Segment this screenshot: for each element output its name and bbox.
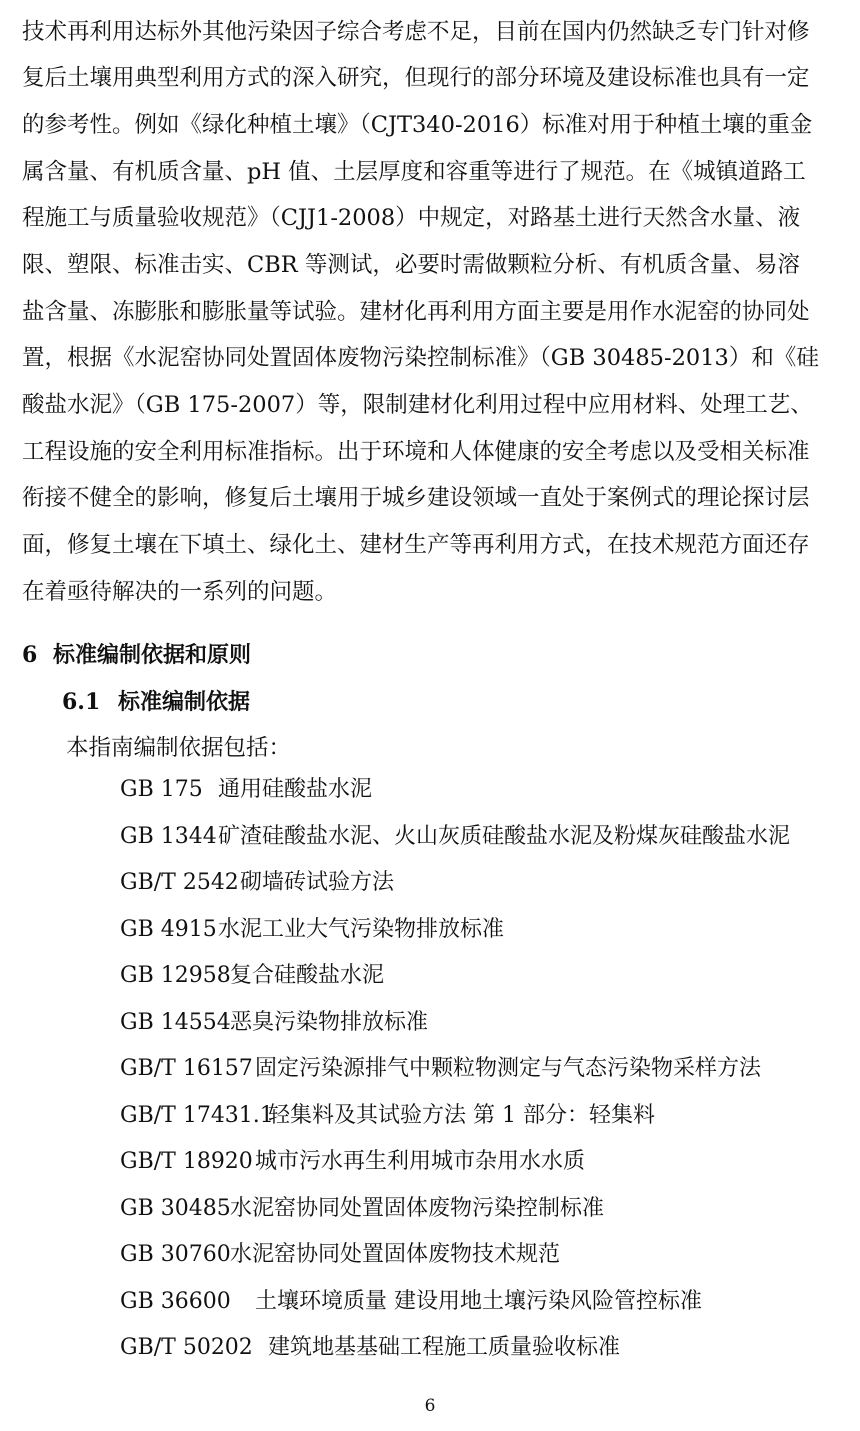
standard-code: GB/T 2542 [120,870,239,895]
standard-code: GB 30485 [120,1195,231,1221]
standard-title: 水泥窑协同处置固体废物污染控制标准 [230,1195,605,1221]
section-title: 标准编制依据和原则 [52,642,251,668]
section-heading [22,640,251,670]
subsection-title: 标准编制依据 [117,689,250,715]
subsection-number: 6.1 [62,689,101,715]
standards-list [120,775,790,1380]
standard-title: 水泥窑协同处置固体废物技术规范 [230,1242,561,1267]
standard-title: 通用硅酸盐水泥 [218,777,373,802]
standard-code: GB 14554 [120,1009,231,1035]
standard-title: 水泥工业大气污染物排放标准 [218,916,505,942]
standard-code: GB/T 16157 [120,1056,253,1081]
page-number: 6 [424,1396,436,1416]
standard-code: GB 30760 [120,1242,231,1267]
standard-title: 建筑地基基础工程施工质量验收标准 [268,1335,621,1360]
list-item [120,961,790,1008]
standard-code: GB/T 50202 [120,1335,253,1360]
standard-code: GB 36600 [120,1288,231,1314]
list-item [120,1054,790,1101]
standard-code: GB/T 18920 [120,1149,253,1174]
paragraph-line: 面，修复土壤在下填土、绿化土、建材生产等再利用方式，在技术规范方面还存 [22,532,810,558]
list-item [120,1101,790,1148]
standard-title: 恶臭污染物排放标准 [230,1009,429,1035]
paragraph-line: 的参考性。例如《绿化种植土壤》（CJT340-2016）标准对用于种植土壤的重金 [22,112,813,138]
list-item [120,1333,790,1380]
standard-code: GB 1344 [120,823,217,849]
standard-title: 复合硅酸盐水泥 [230,963,385,988]
standard-code: GB 12958 [120,963,231,988]
paragraph-line: 在着亟待解决的一系列的问题。 [22,579,338,605]
paragraph-line: 复后土壤用典型利用方式的深入研究，但现行的部分环境及建设标准也具有一定 [22,65,810,91]
paragraph-line: 衔接不健全的影响，修复后土壤用于城乡建设领域一直处于案例式的理论探讨层 [22,485,810,511]
list-item [120,1194,790,1241]
list-item [120,1147,790,1194]
paragraph-line: 程施工与质量验收规范》（CJJ1-2008）中规定，对路基土进行天然含水量、液 [22,205,801,231]
list-item [120,822,790,869]
intro-text: 本指南编制依据包括： [66,735,292,761]
list-item [120,1287,790,1334]
list-item [120,1240,790,1287]
list-item [120,868,790,915]
standard-title: 矿渣硅酸盐水泥、火山灰质硅酸盐水泥及粉煤灰硅酸盐水泥 [218,823,791,849]
standard-title: 固定污染源排气中颗粒物测定与气态污染物采样方法 [255,1056,762,1081]
paragraph-line: 盐含量、冻膨胀和膨胀量等试验。建材化再利用方面主要是用作水泥窑的协同处 [22,299,810,325]
list-item [120,775,790,822]
standard-code: GB 175 [120,777,203,802]
paragraph-line: 工程设施的安全利用标准指标。出于环境和人体健康的安全考虑以及受相关标准 [22,439,810,465]
list-item [120,1008,790,1055]
standard-title: 城市污水再生利用城市杂用水水质 [255,1149,586,1174]
standard-code: GB/T 17431.1 [120,1102,274,1128]
standard-title: 砌墙砖试验方法 [240,870,395,895]
standard-title: 轻集料及其试验方法 第 1 部分：轻集料 [268,1102,655,1128]
standard-code: GB 4915 [120,916,217,942]
paragraph-line: 属含量、有机质含量、pH 值、土层厚度和容重等进行了规范。在《城镇道路工 [22,159,806,185]
subsection-heading [62,687,250,717]
standard-title: 土壤环境质量 建设用地土壤污染风险管控标准 [255,1288,702,1314]
list-item [120,915,790,962]
paragraph-line: 置，根据《水泥窑协同处置固体废物污染控制标准》（GB 30485-2013）和《硅 [22,345,819,371]
paragraph-line: 限、塑限、标准击实、CBR 等测试，必要时需做颗粒分析、有机质含量、易溶 [22,252,800,278]
paragraph-line: 酸盐水泥》（GB 175-2007）等，限制建材化利用过程中应用材料、处理工艺、 [22,392,813,418]
section-number: 6 [22,642,38,668]
paragraph-line: 技术再利用达标外其他污染因子综合考虑不足，目前在国内仍然缺乏专门针对修 [22,19,810,45]
